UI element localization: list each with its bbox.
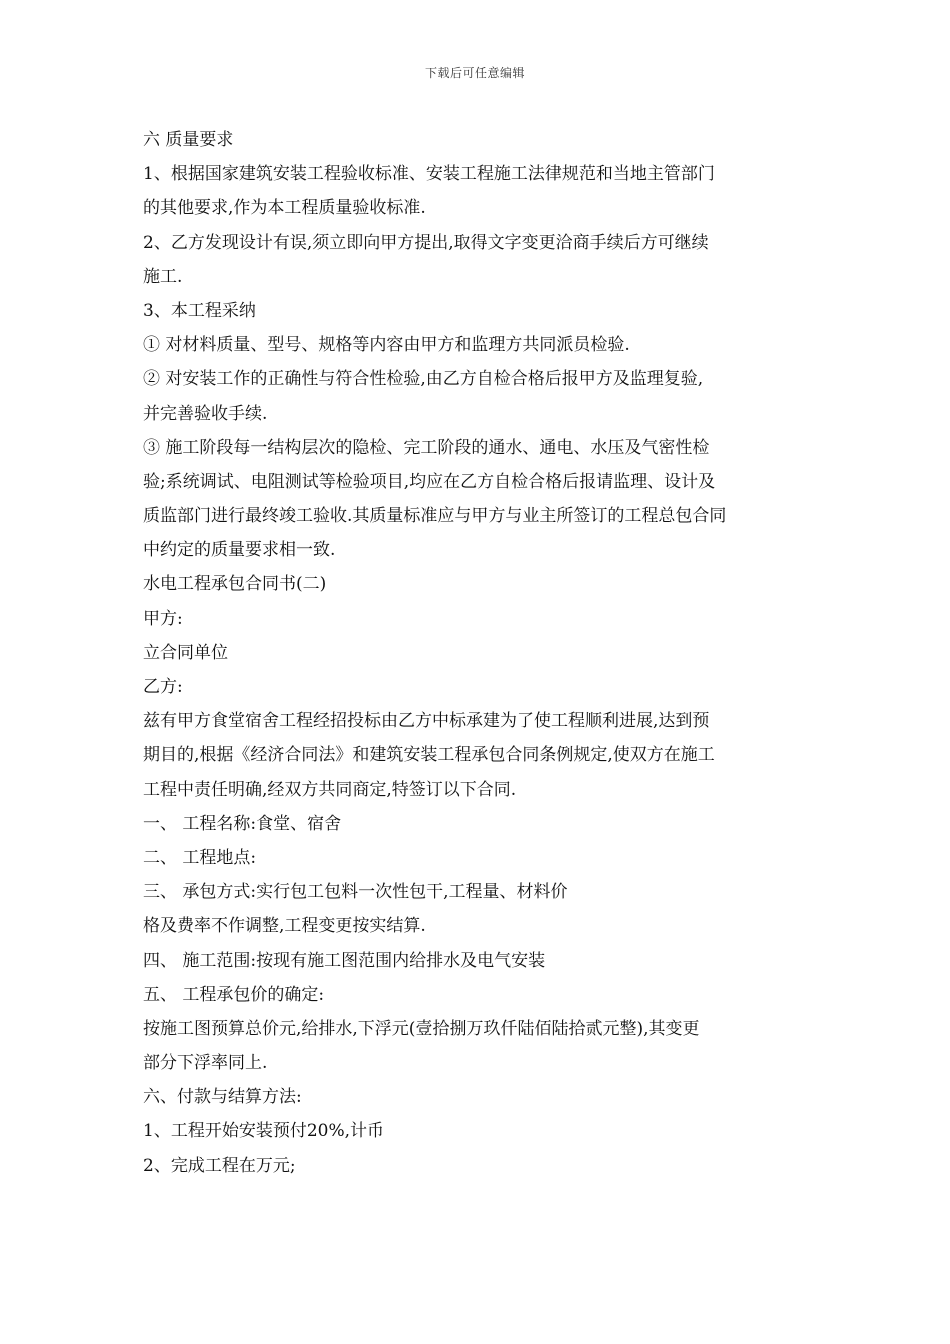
paragraph-line: 质监部门进行最终竣工验收.其质量标准应与甲方与业主所签订的工程总包合同 xyxy=(143,506,727,527)
section-heading: 六 质量要求 xyxy=(143,130,234,150)
list-item: ③ 施工阶段每一结构层次的隐检、完工阶段的通水、通电、水压及气密性检 xyxy=(143,437,710,458)
paragraph-line: 3、本工程采纳 xyxy=(143,300,256,321)
list-item: 1、工程开始安装预付20%,计币 xyxy=(143,1121,385,1142)
paragraph-line: 期目的,根据《经济合同法》和建筑安装工程承包合同条例规定,使双方在施工 xyxy=(143,745,715,766)
contract-unit-label: 立合同单位 xyxy=(143,642,228,663)
paragraph-line: 兹有甲方食堂宿舍工程经招投标由乙方中标承建为了使工程顺利进展,达到预 xyxy=(143,711,710,732)
paragraph-line: 2、乙方发现设计有误,须立即向甲方提出,取得文字变更洽商手续后方可继续 xyxy=(143,232,709,253)
party-a-label: 甲方: xyxy=(143,608,183,629)
clause-item: 三、 承包方式:实行包工包料一次性包干,工程量、材料价 xyxy=(143,882,568,903)
clause-item: 六、付款与结算方法: xyxy=(143,1087,302,1108)
paragraph-line: 部分下浮率同上. xyxy=(143,1053,268,1074)
paragraph-line: 验;系统调试、电阻测试等检验项目,均应在乙方自检合格后报请监理、设计及 xyxy=(143,471,716,492)
party-b-label: 乙方: xyxy=(143,677,183,697)
paragraph-line: 工程中责任明确,经双方共同商定,特签订以下合同. xyxy=(143,779,517,800)
page-header: 下载后可任意编辑 xyxy=(424,66,525,80)
clause-item: 五、 工程承包价的确定: xyxy=(143,984,325,1005)
paragraph-line: 的其他要求,作为本工程质量验收标准. xyxy=(143,198,426,219)
clause-item: 二、 工程地点: xyxy=(143,847,257,868)
list-item: ② 对安装工作的正确性与符合性检验,由乙方自检合格后报甲方及监理复验, xyxy=(143,369,704,390)
clause-item: 四、 施工范围:按现有施工图范围内给排水及电气安装 xyxy=(143,950,546,971)
paragraph-line: 施工. xyxy=(143,266,183,287)
list-item: ① 对材料质量、型号、规格等内容由甲方和监理方共同派员检验. xyxy=(143,335,630,356)
document-body xyxy=(143,123,811,1183)
list-item: 2、完成工程在万元; xyxy=(143,1155,296,1176)
paragraph-line: 并完善验收手续. xyxy=(143,403,268,424)
document-title: 水电工程承包合同书(二) xyxy=(143,574,327,595)
paragraph-line: 格及费率不作调整,工程变更按实结算. xyxy=(143,916,426,937)
paragraph-line: 1、根据国家建筑安装工程验收标准、安装工程施工法律规范和当地主管部门 xyxy=(143,164,715,185)
clause-item: 一、 工程名称:食堂、宿舍 xyxy=(143,813,342,834)
paragraph-line: 按施工图预算总价元,给排水,下浮元(壹拾捌万玖仟陆佰陆拾贰元整),其变更 xyxy=(143,1018,700,1039)
paragraph-line: 中约定的质量要求相一致. xyxy=(143,540,336,561)
